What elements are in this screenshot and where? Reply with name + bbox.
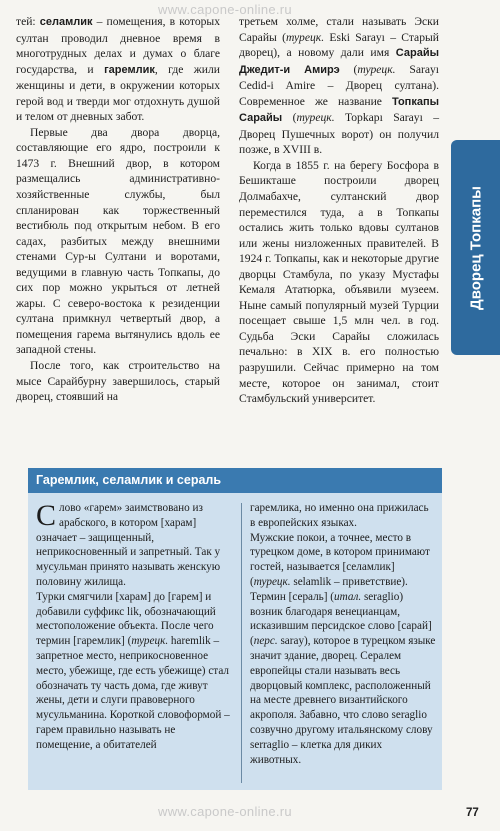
paragraph [36,501,232,590]
paragraph [250,590,436,768]
paragraph: Когда в 1855 г. на берегу Босфора в Бешикташе построили дворец Долмабахче, султанский двор переместился туда, а в Топкапы остались жить только вдовы султанов или жены низложенных правителей. В 1924 г. Топкапы, как и некоторые другие дворцы Стамбула, по указу Мустафы Кемаля Ататюрка, объявили музеем. Ныне самый популярный музей Турции посещает свыше 1,5 млн чел. в год. Судьба Эски Сарайы сложилась печально: в XIX в. его полностью разрушили. Сейчас примерно на том месте, которое он занимал, стоит Стамбульский университет. [239,158,439,406]
info-box [28,468,442,790]
term-topkapi-saray: Топкапы Сарайы [239,95,439,125]
lang-abbr: турецк. [357,62,396,76]
term-selamlik: селамлик [39,16,93,28]
chapter-tab-label: Дворец Топкапы [467,185,484,310]
paragraph [250,531,436,590]
text-run: Турки смягчили [харам] до [гарем] и добавили суффикс lik, обозначающий местоположение объекта. После чего термин [гаремлик] ( [36,590,216,648]
lang-abbr: турецк. [253,575,291,588]
paragraph: Первые два двора дворца, составляющие его ядро, построили к 1473 г. Внешний двор, в котором размещались административно-хозяйственные службы, был спланирован как торжественный вестибюль под открытым небом. В его садах, разбитых между внешними стенами Сур-ы Султани и воротами, ведущими в главную часть Топкапы, до сих пор можно укрыться от летней жары. С северо-востока к резиденции султана примкнул четвертый двор, а помещения гарема вытянулись вдоль ее западной стены. [16,125,220,357]
text-run: лово «гарем» заимствовано из арабского, в котором [харам] означает – защищенный, неприкосновенный и запретный. Так у мусульман принято называть женскую половину жилища. [36,502,221,588]
text-run: ( [339,62,358,76]
paragraph [16,14,220,125]
watermark-bottom: www.capone-online.ru [158,804,292,819]
lang-abbr: турецк. [131,635,169,648]
lang-abbr: турецк. [285,30,325,44]
paragraph: гаремлика, но именно она прижилась в европейских языках. [250,502,429,529]
page-number: 77 [466,807,479,819]
text-run: тей: [16,15,40,28]
column-divider [241,503,242,783]
lang-abbr: итал. [334,590,362,603]
text-run: seraglio) возник благодаря венецианцам, исказившим персидское слово [сарай] ( [250,590,432,648]
text-run: Eski Sarayı – Старый дворец), а новому дали имя [239,30,439,60]
text-run: третьем холме, стали называть Эски Сарайы ( [239,15,439,44]
paragraph [36,590,232,753]
text-run: Topkapı Sarayı – Дворец Пушечных ворот) он получил позже, в XVIII в. [239,111,439,157]
lang-abbr: турецк. [296,111,335,125]
term-saray-cedid: Сарайы Джедит-и Амирэ [239,47,439,76]
paragraph [239,14,439,158]
paragraph: После того, как строительство на мысе Сарайбурну завершилось, старый дворец, стоявший на [16,359,220,404]
text-run: Мужские покои, а точнее, место в турецком доме, в котором принимают гостей, называется [селамлик] ( [250,531,430,588]
term-haremlik: гаремлик [104,63,155,76]
text-run: Sarayı Cedid-i Amire – Дворец султана). Современное же название [239,62,439,108]
text-run: – помещения, в которых султан проводил дневное время в многотрудных делах и думах о благе государства, и [16,15,220,76]
left-text-column [16,14,220,405]
text-run: selamlik – приветствие). [290,575,408,588]
text-run: ( [282,111,297,125]
drop-cap: С [36,499,57,532]
info-box-right-column [250,501,436,767]
text-run: , где жили женщины и дети, в окружении которых герой вод и тверди мог отдохнуть душой и телом от дневных забот. [16,62,220,124]
chapter-side-tab [451,140,500,355]
watermark-top: www.capone-online.ru [158,2,292,17]
lang-abbr: перс. [253,635,278,648]
text-run: haremlik – запретное место, неприкосновенное место, убежище, где есть убежище) стал обозначать ту часть дома, где живут жены, дети и слуги правоверного мусульманина. Короткой словоформой – гарем правильно называть не помещение, а обитателей [36,635,230,751]
info-box-title: Гаремлик, селамлик и сераль [28,468,442,493]
right-text-column [239,14,439,407]
text-run: Термин [сераль] ( [250,590,335,603]
text-run: saray), которое в турецком языке значит здание, дворец. Сералем европейцы стали называть весь дворцовый комплекс, расположенный на месте древнего византийского акрополя. Забавно, что слово seraglio созвучно другому итальянскому слову serraglio – клетка для диких животных. [250,635,436,766]
info-box-left-column [36,501,232,753]
